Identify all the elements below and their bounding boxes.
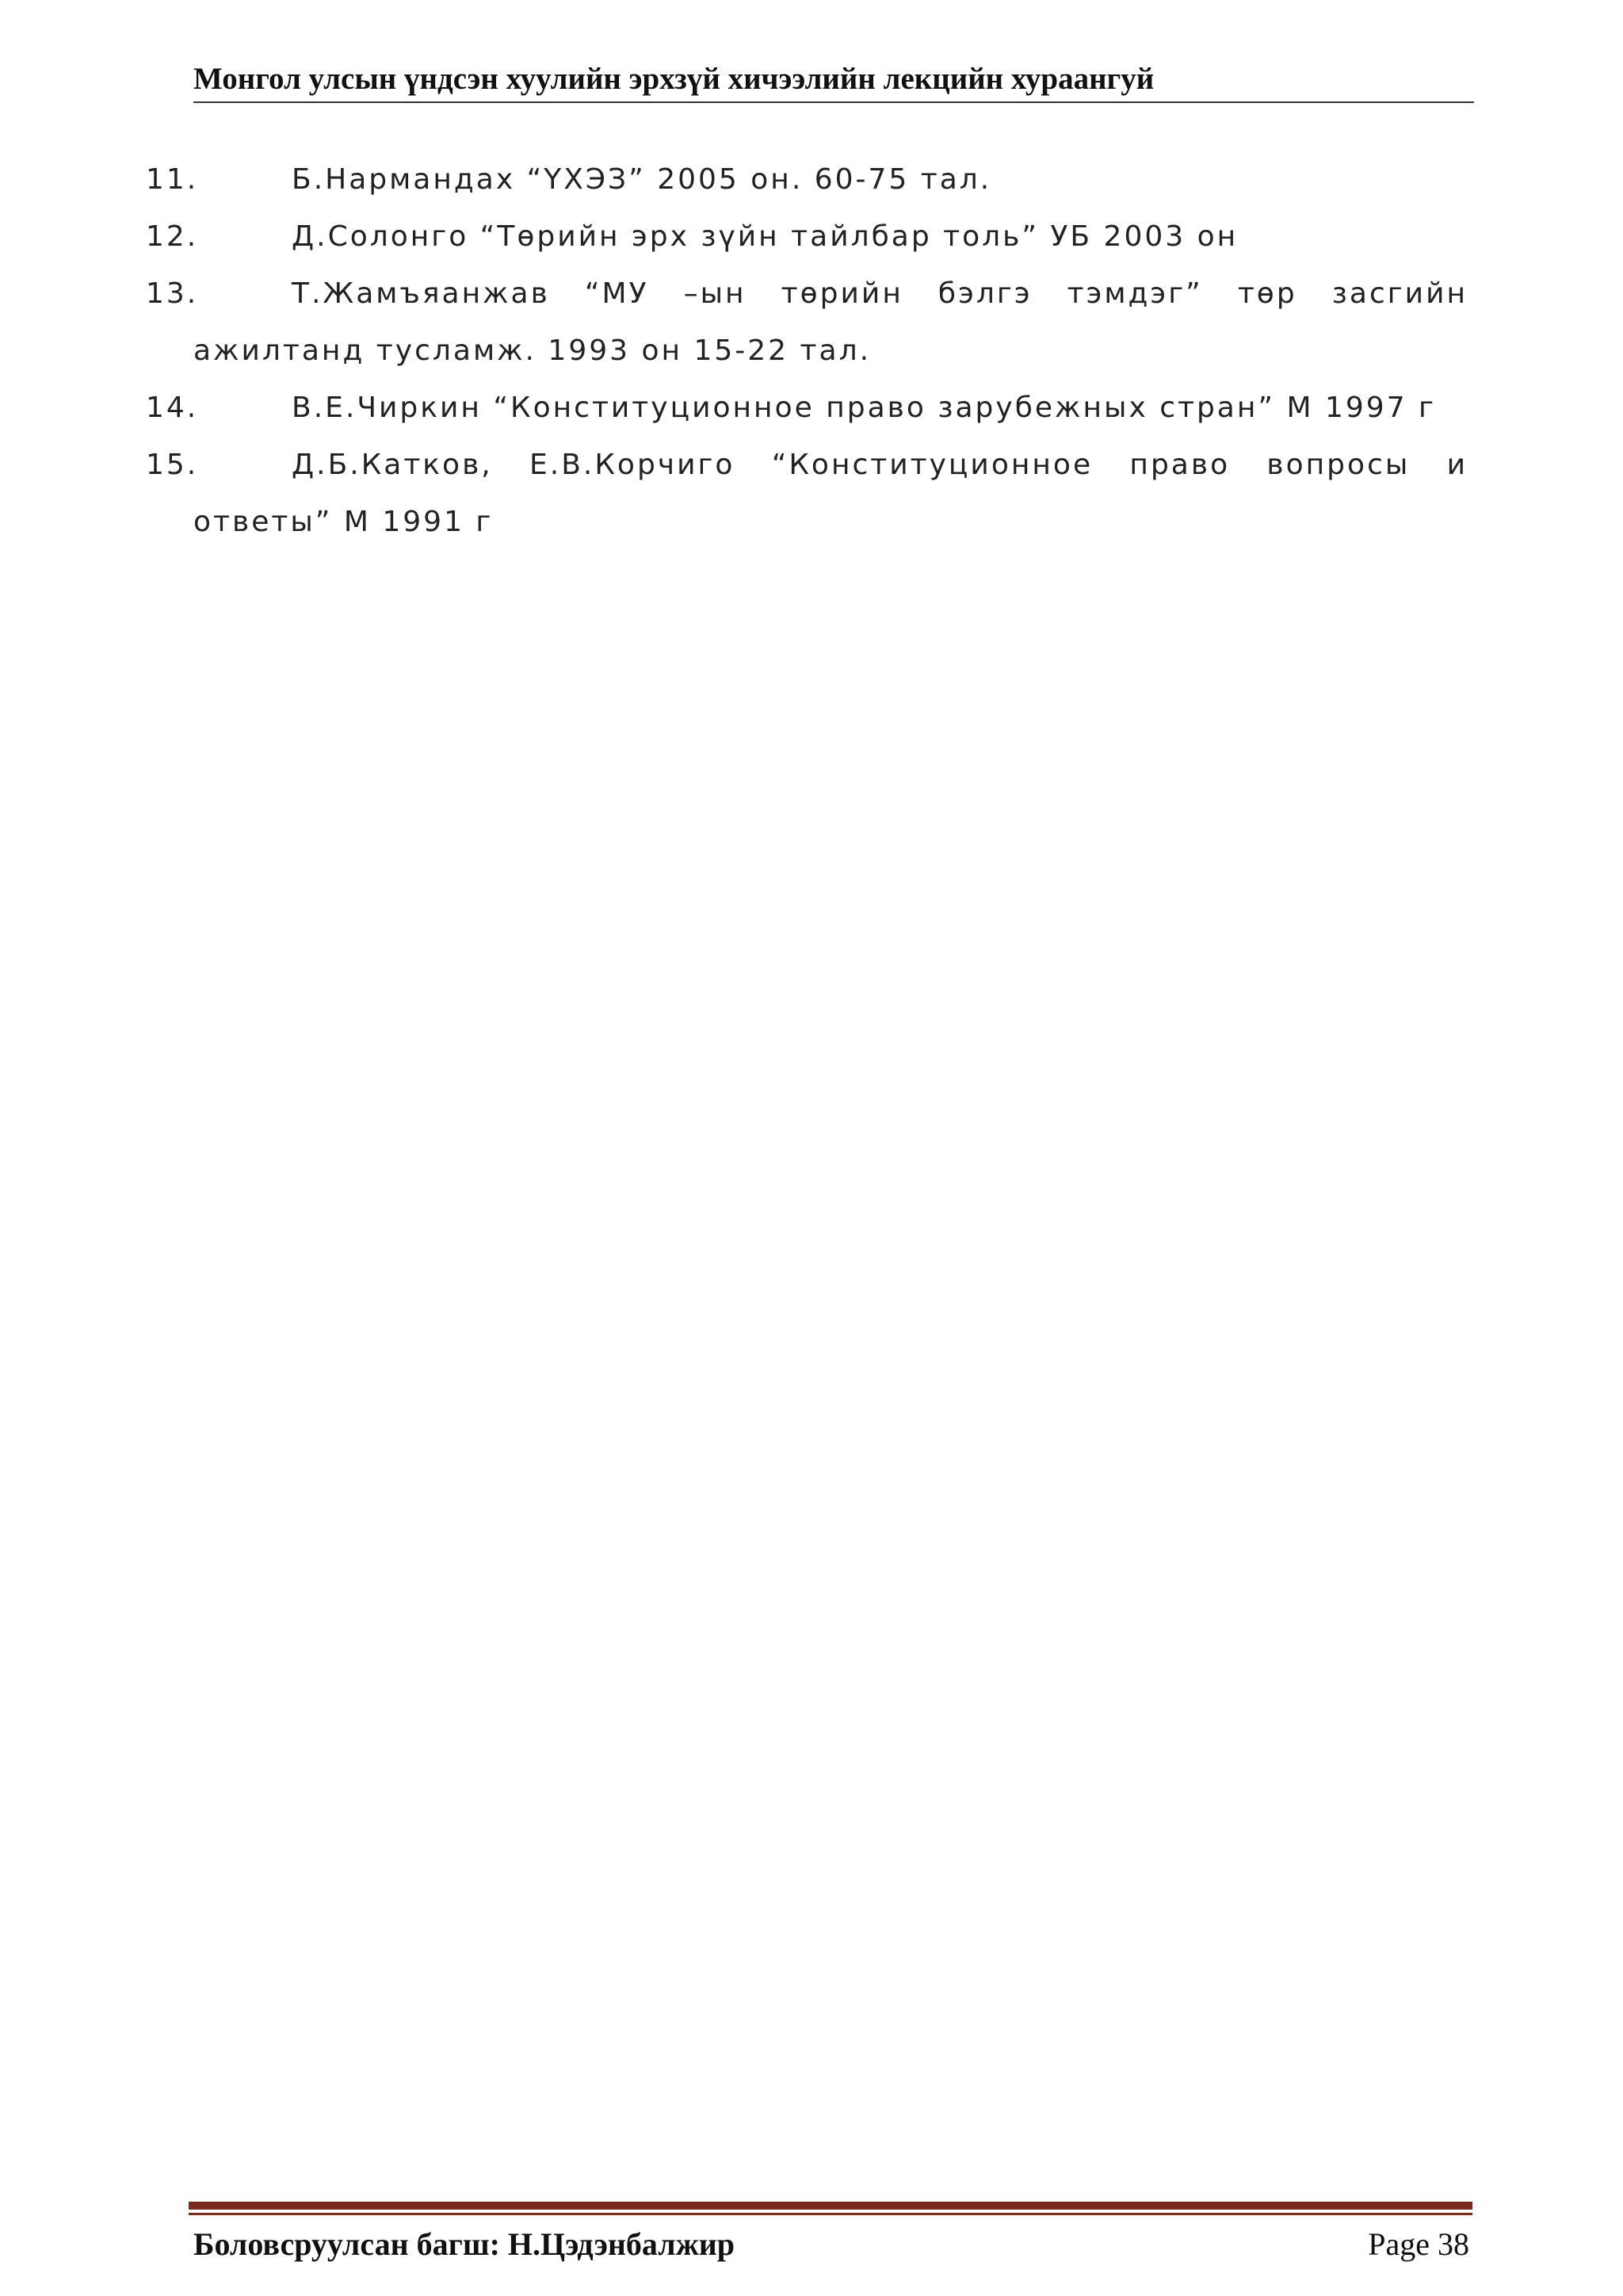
reference-number: 12. — [146, 220, 199, 253]
reference-text: Д.Солонго “Төрийн эрх зүйн тайлбар толь” УБ 2003 он — [292, 220, 1239, 253]
reference-number: 15. — [146, 449, 199, 481]
reference-item — [146, 437, 1468, 551]
reference-number: 13. — [146, 277, 199, 310]
reference-list — [146, 151, 1468, 551]
footer-divider-thin — [189, 2213, 1472, 2215]
reference-item — [146, 151, 1468, 208]
reference-number: 14. — [146, 392, 199, 424]
page-number: Page 38 — [1368, 2226, 1469, 2262]
reference-item — [146, 208, 1468, 266]
reference-item — [146, 266, 1468, 380]
header-title: Монгол улсын үндсэн хуулийн эрхзүй хичээлийн лекцийн хураангуй — [193, 62, 1155, 96]
reference-text: Т.Жамъяанжав “МУ –ын төрийн бэлгэ тэмдэг” төр засгийн ажилтанд тусламж. 1993 он 15-22 тал. — [193, 277, 1468, 367]
reference-text: Д.Б.Катков, Е.В.Корчиго “Конституционное право вопросы и ответы” М 1991 г — [193, 449, 1468, 538]
page-header — [193, 57, 1474, 103]
footer-divider-thick — [189, 2202, 1472, 2210]
reference-text: Б.Нармандах “ҮХЭЗ” 2005 он. 60-75 тал. — [292, 163, 992, 196]
footer-author: Боловсруулсан багш: Н.Цэдэнбалжир — [193, 2226, 735, 2262]
reference-text: В.Е.Чиркин “Конституционное право зарубежных стран” М 1997 г — [292, 392, 1436, 424]
reference-item — [146, 380, 1468, 437]
reference-number: 11. — [146, 163, 199, 196]
